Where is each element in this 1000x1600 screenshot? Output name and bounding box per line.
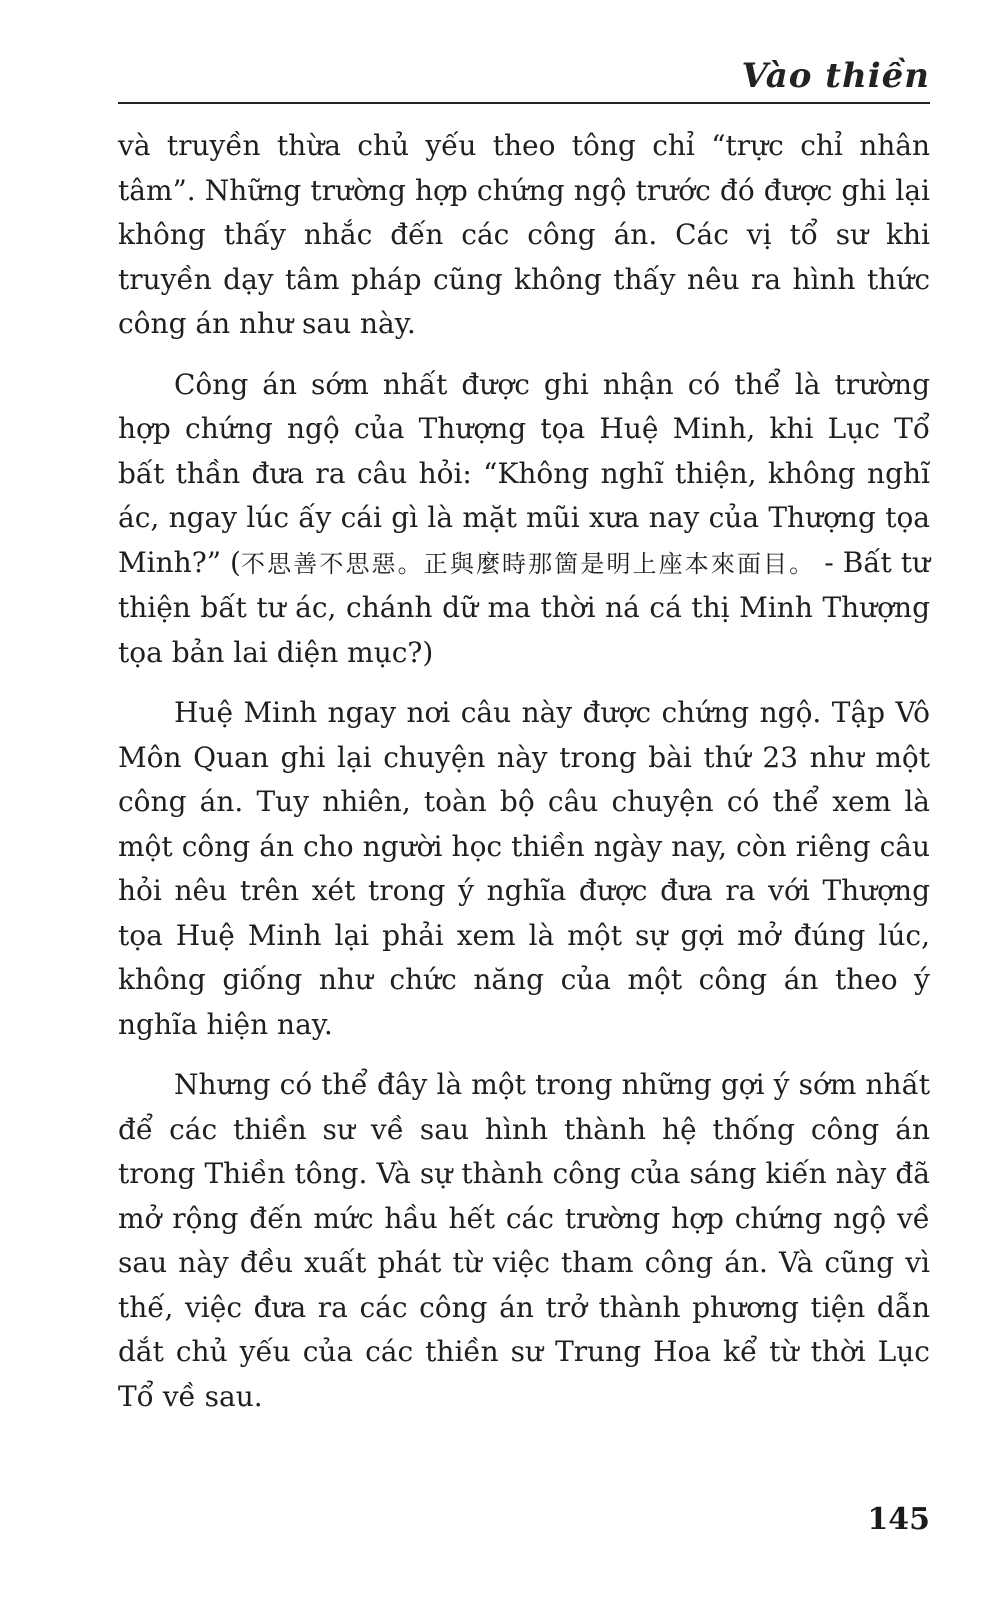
paragraph-text: và truyền thừa chủ yếu theo tông chỉ “trực chỉ nhân tâm”. Những trường hợp chứng ngộ trước đó được ghi lại không thấy nhắc đến các công án. Các vị tổ sư khi truyền dạy tâm pháp cũng không thấy nêu ra hình thức công án như sau này. xyxy=(118,129,930,340)
running-header xyxy=(118,52,930,104)
body-text xyxy=(118,124,930,1435)
page-number: 145 xyxy=(867,1502,930,1537)
paragraph-text: Công án sớm nhất được ghi nhận có thể là trường hợp chứng ngộ của Thượng tọa Huệ Minh, khi Lục Tổ bất thần đưa ra câu hỏi: “Không nghĩ thiện, không nghĩ ác, ngay lúc ấy cái gì là mặt mũi xưa nay của Thượng tọa Minh?” ( xyxy=(118,367,930,579)
paragraph-earliest-koan xyxy=(118,363,930,676)
running-title: Vào thiền xyxy=(741,56,930,96)
paragraph-koan-system xyxy=(118,1063,930,1419)
paragraph-continuation xyxy=(118,124,930,347)
paragraph-text-transliteration: - Bất tư thiện bất tư ác, chánh dữ ma thời ná cá thị Minh Thượng tọa bản lai diện mục?) xyxy=(118,545,931,669)
chinese-quote: 不思善不思惡。正與麼時那箇是明上座本來面目。 xyxy=(240,549,816,578)
paragraph-text: Nhưng có thể đây là một trong những gợi ý sớm nhất để các thiền sư về sau hình thành hệ thống công án trong Thiền tông. Và sự thành công của sáng kiến này đã mở rộng đến mức hầu hết các trường hợp chứng ngộ về sau này đều xuất phát từ việc tham công án. Và cũng vì thế, việc đưa ra các công án trở thành phương tiện dẫn dắt chủ yếu của các thiền sư Trung Hoa kể từ thời Lục Tổ về sau. xyxy=(118,1068,930,1413)
paragraph-text: Huệ Minh ngay nơi câu này được chứng ngộ. Tập Vô Môn Quan ghi lại chuyện này trong bài thứ 23 như một công án. Tuy nhiên, toàn bộ câu chuyện có thể xem là một công án cho người học thiền ngày nay, còn riêng câu hỏi nêu trên xét trong ý nghĩa được đưa ra với Thượng tọa Huệ Minh lại phải xem là một sự gợi mở đúng lúc, không giống như chức năng của một công án theo ý nghĩa hiện nay. xyxy=(118,696,930,1041)
paragraph-hue-minh xyxy=(118,691,930,1047)
